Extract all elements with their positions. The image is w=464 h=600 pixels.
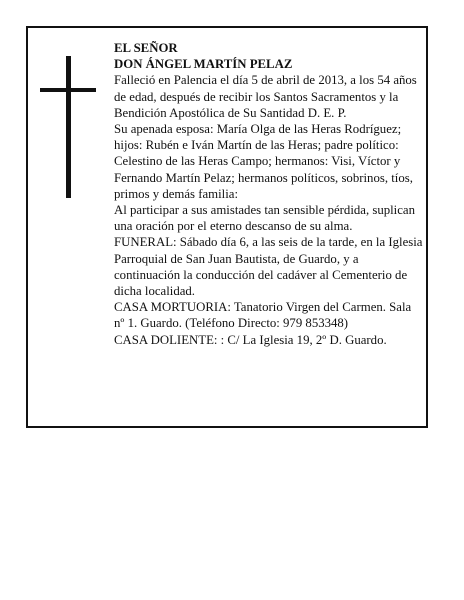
deceased-name: DON ÁNGEL MARTÍN PELAZ	[114, 57, 293, 72]
family-paragraph: Su apenada esposa: María Olga de las Heras Rodríguez; hijos: Rubén e Iván Martín de las Heras; padre político: Celestino de las Heras Campo; hermanos: Visi, Víctor y Fernando Martín Pelaz; hermanos políticos, sobrinos, tíos, primos y demás familia:	[114, 122, 413, 201]
cross-vertical-bar	[66, 56, 71, 198]
cross-horizontal-bar	[40, 88, 96, 92]
obituary-notice	[26, 26, 428, 428]
mortuary-paragraph: CASA MORTUORIA: Tanatorio Virgen del Carmen. Sala nº 1. Guardo. (Teléfono Directo: 979 853348)	[114, 300, 412, 331]
request-paragraph: Al participar a sus amistades tan sensible pérdida, suplican una oración por el eterno descanso de su alma.	[114, 203, 415, 234]
death-paragraph: Falleció en Palencia el día 5 de abril de 2013, a los 54 años de edad, después de recibir los Santos Sacramentos y la Bendición Apostólica de Su Santidad D. E. P.	[114, 73, 417, 120]
notice-title-line-1: EL SEÑOR	[114, 41, 178, 55]
notice-body	[114, 40, 424, 348]
funeral-paragraph: FUNERAL: Sábado día 6, a las seis de la tarde, en la Iglesia Parroquial de San Juan Bautista, de Guardo, y a continuación la conducción del cadáver al Cementerio de dicha localidad.	[114, 235, 423, 299]
mourning-house-paragraph: CASA DOLIENTE: : C/ La Iglesia 19, 2º D. Guardo.	[114, 332, 387, 347]
latin-cross-icon	[40, 56, 96, 198]
